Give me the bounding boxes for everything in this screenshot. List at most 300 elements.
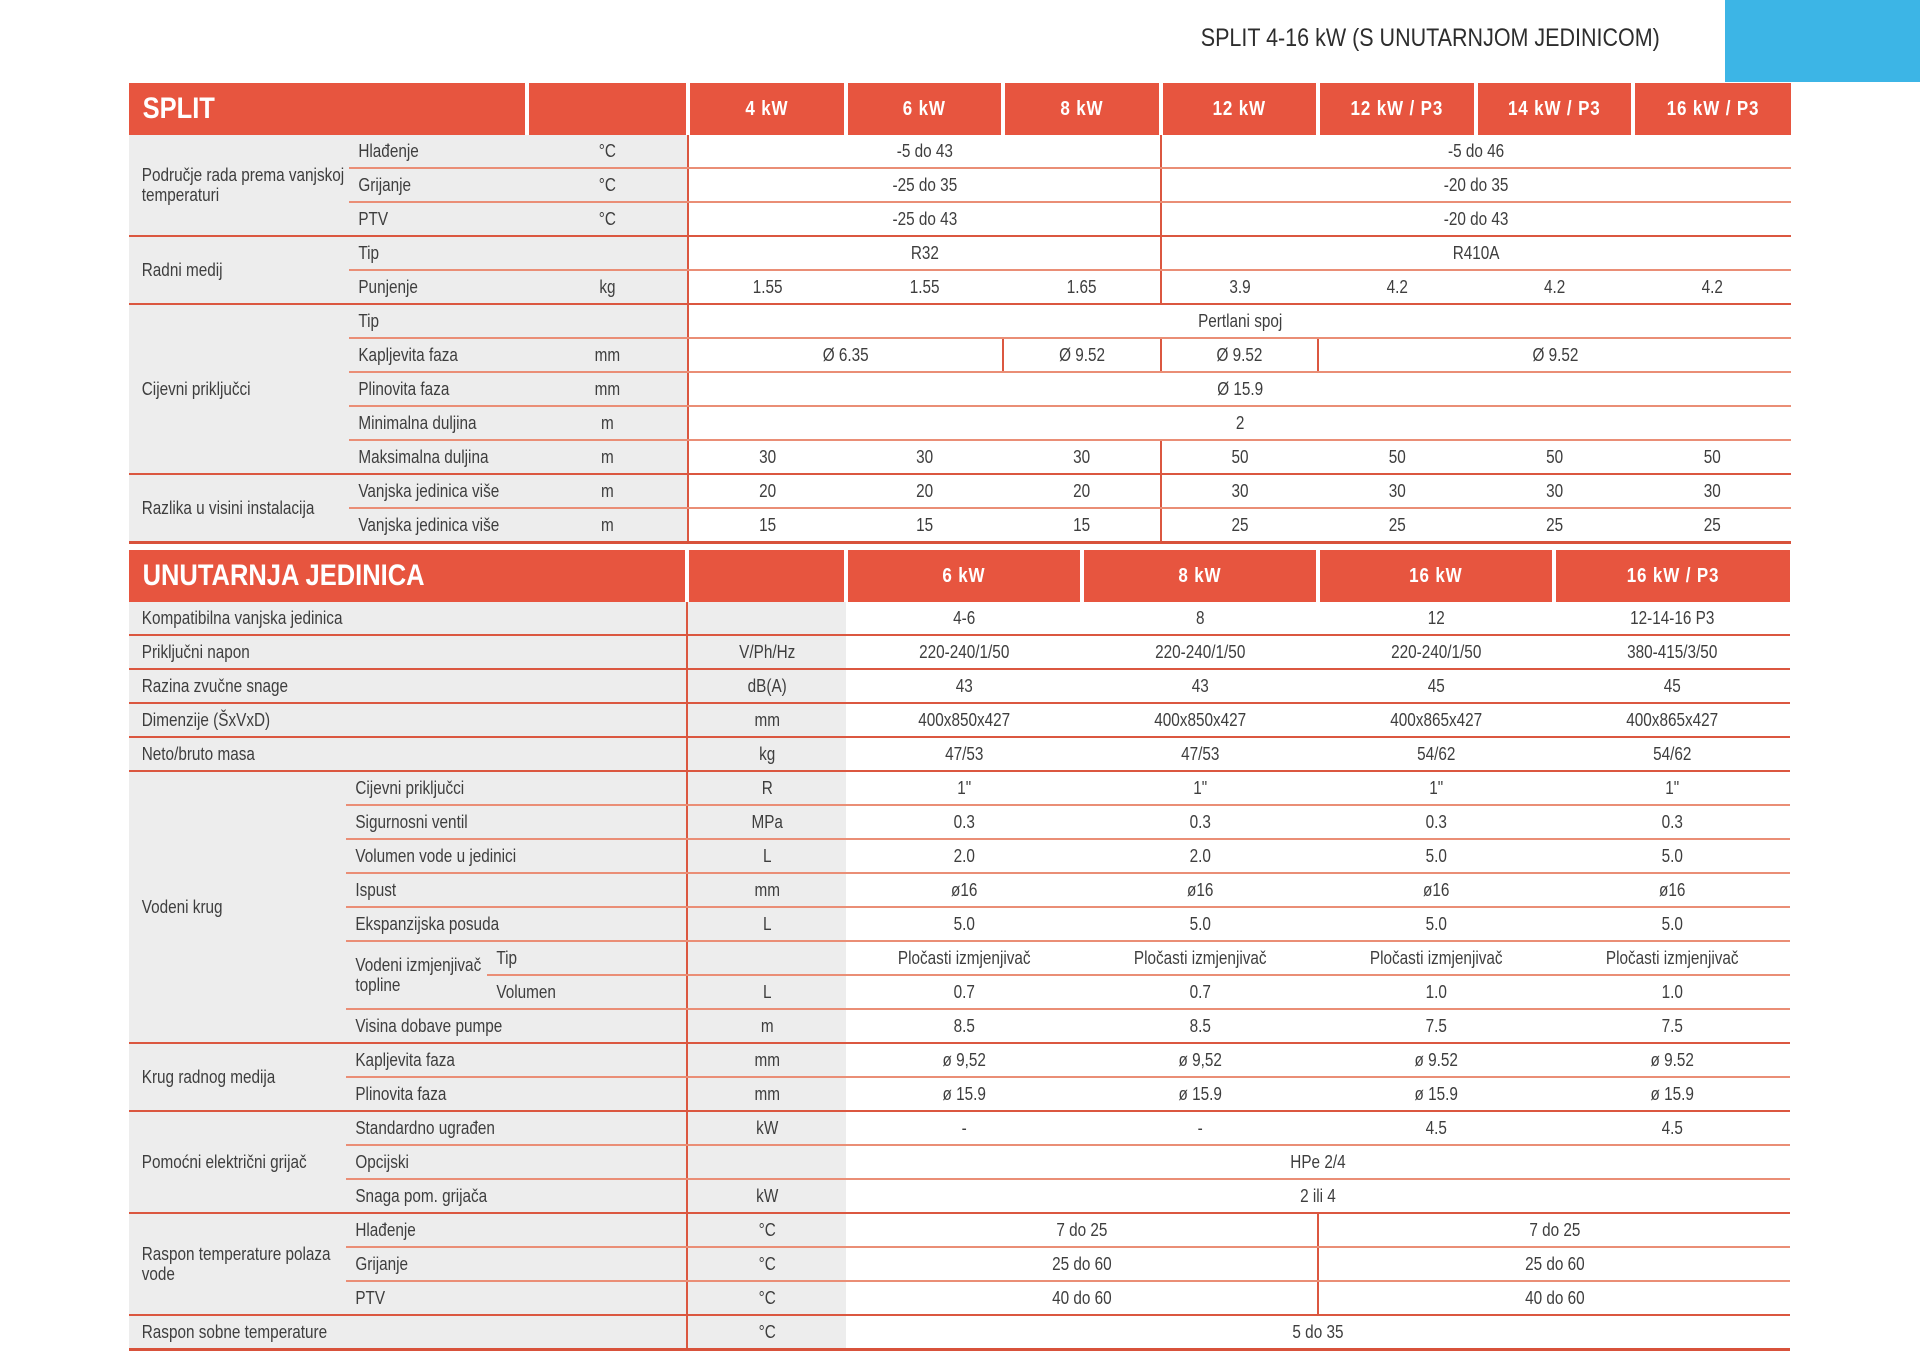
cell-text: 47/53 bbox=[944, 744, 984, 764]
table-row bbox=[129, 474, 1791, 508]
cell-text: Kapljevita faza bbox=[355, 1050, 455, 1070]
value-cell bbox=[1161, 474, 1318, 508]
value-cell bbox=[688, 135, 1161, 168]
table-row bbox=[129, 1077, 1790, 1111]
value-cell bbox=[846, 1315, 1790, 1350]
value-cell bbox=[1633, 440, 1791, 474]
value-cell bbox=[1554, 1111, 1790, 1145]
column-header bbox=[688, 83, 846, 135]
cell-text: 4.5 bbox=[1425, 1118, 1447, 1138]
page-title-text: SPLIT 4-16 kW (S UNUTARNJOM JEDINICOM) bbox=[1200, 24, 1660, 52]
cell-text: 30 bbox=[1231, 481, 1249, 501]
value-cell bbox=[846, 1145, 1790, 1179]
table-row bbox=[129, 941, 1790, 975]
table-row bbox=[129, 440, 1791, 474]
value-cell bbox=[1554, 839, 1790, 873]
cell-text: 8 kW bbox=[1178, 565, 1222, 587]
cell-text: Pločasti izmjenjivač bbox=[1605, 948, 1739, 968]
value-cell bbox=[1161, 440, 1318, 474]
value-cell bbox=[846, 440, 1003, 474]
value-cell bbox=[1318, 839, 1554, 873]
unit-cell bbox=[687, 1111, 846, 1145]
group-label-cell bbox=[129, 1043, 346, 1111]
value-cell bbox=[1633, 474, 1791, 508]
table-row bbox=[129, 168, 1791, 202]
cell-text: Volumen vode u jedinici bbox=[355, 846, 517, 866]
column-header bbox=[1633, 83, 1791, 135]
cell-text: Sigurnosni ventil bbox=[355, 812, 468, 832]
cell-text: mm bbox=[594, 379, 620, 399]
value-cell bbox=[1161, 508, 1318, 543]
value-cell bbox=[1318, 508, 1476, 543]
value-cell bbox=[688, 270, 846, 304]
cell-text: Područje rada prema vanjskoj temperaturi bbox=[141, 165, 345, 205]
value-cell bbox=[1476, 508, 1633, 543]
value-cell bbox=[846, 1111, 1082, 1145]
cell-text: Standardno ugrađen bbox=[355, 1118, 495, 1138]
value-cell bbox=[1318, 1281, 1790, 1315]
cell-text: Vodeni krug bbox=[141, 897, 223, 917]
cell-text: R410A bbox=[1453, 243, 1500, 263]
cell-text: 220-240/1/50 bbox=[918, 642, 1010, 662]
cell-text: mm bbox=[594, 345, 620, 365]
cell-text: 4.5 bbox=[1661, 1118, 1683, 1138]
cell-text: Vodeni izmjenjivač topline bbox=[355, 955, 482, 995]
value-cell bbox=[1082, 1111, 1318, 1145]
value-cell bbox=[1082, 1009, 1318, 1043]
cell-text: 45 bbox=[1427, 676, 1445, 696]
value-cell bbox=[846, 669, 1082, 703]
cell-text: 1" bbox=[957, 778, 971, 798]
row-label-cell bbox=[129, 737, 687, 771]
row-label-cell bbox=[346, 907, 687, 941]
cell-text: 16 kW bbox=[1409, 565, 1463, 587]
row-label-cell bbox=[346, 1247, 687, 1281]
cell-text: 15 bbox=[915, 515, 934, 535]
cell-text: 5.0 bbox=[1425, 914, 1447, 934]
cell-text: Pomoćni električni grijač bbox=[141, 1152, 307, 1172]
cell-text: 4.2 bbox=[1701, 277, 1723, 297]
cell-text: ø16 bbox=[1658, 880, 1686, 900]
cell-text: °C bbox=[598, 175, 616, 195]
value-cell bbox=[1633, 508, 1791, 543]
cell-text: Maksimalna duljina bbox=[358, 447, 489, 467]
cell-text: -5 do 46 bbox=[1448, 141, 1505, 161]
value-cell bbox=[846, 508, 1003, 543]
cell-text: 43 bbox=[955, 676, 973, 696]
cell-text: Punjenje bbox=[358, 277, 418, 297]
blue-accent-rect bbox=[1725, 0, 1920, 82]
column-header bbox=[1318, 83, 1476, 135]
value-cell bbox=[1082, 737, 1318, 771]
value-cell bbox=[1318, 1077, 1554, 1111]
column-header bbox=[1003, 83, 1161, 135]
value-cell bbox=[688, 338, 1003, 372]
value-cell bbox=[1082, 805, 1318, 839]
cell-text: kW bbox=[755, 1118, 779, 1138]
value-cell bbox=[1082, 941, 1318, 975]
cell-text: 2 bbox=[1235, 413, 1245, 433]
cell-text: ø 9,52 bbox=[942, 1050, 986, 1070]
cell-text: 8.5 bbox=[1189, 1016, 1211, 1036]
cell-text: Raspon sobne temperature bbox=[141, 1322, 328, 1342]
table-row bbox=[129, 907, 1790, 941]
value-cell bbox=[846, 737, 1082, 771]
value-cell bbox=[1003, 338, 1161, 372]
row-label-cell bbox=[346, 1145, 687, 1179]
cell-text: 1" bbox=[1665, 778, 1679, 798]
cell-text: 15 bbox=[1072, 515, 1091, 535]
value-cell bbox=[1554, 669, 1790, 703]
cell-text: Kapljevita faza bbox=[358, 345, 458, 365]
value-cell bbox=[1082, 602, 1318, 635]
value-cell bbox=[1161, 338, 1318, 372]
row-label-cell bbox=[349, 372, 527, 406]
cell-text: V/Ph/Hz bbox=[738, 642, 796, 662]
value-cell bbox=[1318, 1213, 1790, 1247]
table-row bbox=[129, 1179, 1790, 1213]
cell-text: m bbox=[600, 515, 614, 535]
unit-cell bbox=[687, 669, 846, 703]
cell-text: 12-14-16 P3 bbox=[1629, 608, 1715, 628]
cell-text: 25 do 60 bbox=[1524, 1254, 1585, 1274]
cell-text: L bbox=[762, 846, 772, 866]
column-header bbox=[1082, 550, 1318, 602]
unit-cell bbox=[687, 941, 846, 975]
cell-text: 220-240/1/50 bbox=[1154, 642, 1246, 662]
cell-text: 12 kW / P3 bbox=[1350, 98, 1444, 120]
cell-text: ø 15.9 bbox=[1414, 1084, 1458, 1104]
cell-text: mm bbox=[754, 1050, 780, 1070]
unit-cell bbox=[687, 907, 846, 941]
cell-text: Minimalna duljina bbox=[358, 413, 477, 433]
value-cell bbox=[1554, 703, 1790, 737]
value-cell bbox=[1161, 135, 1791, 168]
unit-cell bbox=[687, 771, 846, 805]
cell-text: Tip bbox=[358, 243, 380, 263]
value-cell bbox=[1082, 669, 1318, 703]
cell-text: Ekspanzijska posuda bbox=[355, 914, 500, 934]
row-label-cell bbox=[346, 805, 687, 839]
cell-text: 50 bbox=[1703, 447, 1721, 467]
table-row bbox=[129, 372, 1791, 406]
table-row bbox=[129, 602, 1790, 635]
cell-text: Ø 15.9 bbox=[1217, 379, 1263, 399]
value-cell bbox=[1554, 1009, 1790, 1043]
value-cell bbox=[688, 304, 1791, 338]
unit-cell bbox=[687, 1077, 846, 1111]
value-cell bbox=[688, 236, 1161, 270]
table-row bbox=[129, 1111, 1790, 1145]
cell-text: 2.0 bbox=[1189, 846, 1211, 866]
table-row bbox=[129, 508, 1791, 543]
value-cell bbox=[1318, 907, 1554, 941]
cell-text: Ø 9.52 bbox=[1059, 345, 1105, 365]
row-label-cell bbox=[129, 1315, 687, 1350]
value-cell bbox=[1318, 602, 1554, 635]
row-label-cell bbox=[129, 703, 687, 737]
cell-text: 5.0 bbox=[1189, 914, 1211, 934]
row-label-cell bbox=[346, 1077, 687, 1111]
table-row bbox=[129, 202, 1791, 236]
cell-text: 4.2 bbox=[1386, 277, 1408, 297]
cell-text: ø 9.52 bbox=[1414, 1050, 1458, 1070]
value-cell bbox=[1318, 703, 1554, 737]
unit-cell bbox=[527, 236, 688, 270]
value-cell bbox=[688, 202, 1161, 236]
value-cell bbox=[1082, 1043, 1318, 1077]
value-cell bbox=[1082, 771, 1318, 805]
cell-text: 0.3 bbox=[1425, 812, 1447, 832]
unit-cell bbox=[687, 1247, 846, 1281]
value-cell bbox=[688, 474, 846, 508]
table-row bbox=[129, 236, 1791, 270]
row-label-cell bbox=[346, 1111, 687, 1145]
cell-text: 1.0 bbox=[1661, 982, 1683, 1002]
row-label-cell bbox=[346, 941, 487, 1009]
cell-text: Ispust bbox=[355, 880, 397, 900]
unit-cell bbox=[687, 1213, 846, 1247]
cell-text: 43 bbox=[1191, 676, 1209, 696]
value-cell bbox=[1082, 1077, 1318, 1111]
group-label-cell bbox=[129, 474, 349, 543]
table-row bbox=[129, 406, 1791, 440]
unit-cell bbox=[527, 304, 688, 338]
unit-cell bbox=[527, 270, 688, 304]
table-row bbox=[129, 304, 1791, 338]
cell-text: 25 bbox=[1545, 515, 1564, 535]
value-cell bbox=[846, 975, 1082, 1009]
value-cell bbox=[846, 602, 1082, 635]
value-cell bbox=[1318, 1111, 1554, 1145]
cell-text: 2.0 bbox=[953, 846, 975, 866]
cell-text: °C bbox=[758, 1220, 776, 1240]
value-cell bbox=[1554, 975, 1790, 1009]
cell-text: 0.3 bbox=[1661, 812, 1683, 832]
value-cell bbox=[1318, 338, 1791, 372]
value-cell bbox=[1554, 1043, 1790, 1077]
unit-cell bbox=[687, 737, 846, 771]
cell-text: 220-240/1/50 bbox=[1390, 642, 1482, 662]
cell-text: Priključni napon bbox=[141, 642, 250, 662]
cell-text: 54/62 bbox=[1652, 744, 1692, 764]
cell-text: 7 do 25 bbox=[1528, 1220, 1581, 1240]
value-cell bbox=[1476, 440, 1633, 474]
value-cell bbox=[846, 1247, 1318, 1281]
column-header bbox=[1161, 83, 1318, 135]
cell-text: ø 9,52 bbox=[1178, 1050, 1222, 1070]
row-label-cell bbox=[346, 1213, 687, 1247]
cell-text: Krug radnog medija bbox=[141, 1067, 276, 1087]
cell-text: °C bbox=[758, 1254, 776, 1274]
row-label-cell bbox=[349, 338, 527, 372]
cell-text: 1.55 bbox=[909, 277, 940, 297]
cell-text: 400x850x427 bbox=[1154, 710, 1246, 730]
cell-text: Ø 9.52 bbox=[1532, 345, 1578, 365]
cell-text: 7.5 bbox=[1425, 1016, 1447, 1036]
table-row bbox=[129, 1009, 1790, 1043]
unit-cell bbox=[687, 839, 846, 873]
cell-text: °C bbox=[758, 1288, 776, 1308]
row-label-cell bbox=[129, 602, 687, 635]
cell-text: ø 9.52 bbox=[1650, 1050, 1694, 1070]
row-label-cell bbox=[346, 771, 687, 805]
cell-text: Radni medij bbox=[141, 260, 223, 280]
column-header bbox=[1554, 550, 1790, 602]
table-row bbox=[129, 1145, 1790, 1179]
unit-cell bbox=[687, 1281, 846, 1315]
cell-text: R32 bbox=[910, 243, 939, 263]
cell-text: - bbox=[961, 1118, 967, 1138]
cell-text: Pločasti izmjenjivač bbox=[1133, 948, 1267, 968]
row-label-cell bbox=[346, 873, 687, 907]
cell-text: Neto/bruto masa bbox=[141, 744, 255, 764]
unit-cell bbox=[527, 202, 688, 236]
cell-text: 30 bbox=[758, 447, 777, 467]
unit-cell bbox=[687, 873, 846, 907]
value-cell bbox=[846, 1179, 1790, 1213]
value-cell bbox=[1554, 1077, 1790, 1111]
cell-text: 8.5 bbox=[953, 1016, 975, 1036]
row-label-cell bbox=[349, 508, 527, 543]
row-label-cell bbox=[346, 1281, 687, 1315]
value-cell bbox=[846, 703, 1082, 737]
cell-text: 16 kW / P3 bbox=[1626, 565, 1720, 587]
cell-text: kW bbox=[755, 1186, 779, 1206]
cell-text: L bbox=[762, 982, 772, 1002]
cell-text: °C bbox=[598, 209, 616, 229]
cell-text: Raspon temperature polaza vode bbox=[141, 1244, 331, 1284]
cell-text: 16 kW / P3 bbox=[1666, 98, 1760, 120]
cell-text: Ø 9.52 bbox=[1216, 345, 1263, 365]
cell-text: 15 bbox=[758, 515, 777, 535]
cell-text: 0.7 bbox=[1189, 982, 1211, 1002]
cell-text: -25 do 43 bbox=[892, 209, 957, 229]
unit-cell bbox=[527, 474, 688, 508]
value-cell bbox=[1003, 440, 1161, 474]
cell-text: Grijanje bbox=[358, 175, 412, 195]
cell-text: m bbox=[600, 447, 614, 467]
header-row bbox=[129, 83, 1791, 135]
value-cell bbox=[846, 1281, 1318, 1315]
cell-text: 1" bbox=[1193, 778, 1207, 798]
value-cell bbox=[1003, 270, 1161, 304]
cell-text: L bbox=[762, 914, 772, 934]
cell-text: Volumen bbox=[496, 982, 556, 1002]
value-cell bbox=[1082, 907, 1318, 941]
cell-text: °C bbox=[598, 141, 616, 161]
cell-text: mm bbox=[754, 1084, 780, 1104]
cell-text: Cijevni priključci bbox=[355, 778, 465, 798]
unit-cell bbox=[527, 508, 688, 543]
cell-text: 47/53 bbox=[1180, 744, 1220, 764]
cell-text: 1.0 bbox=[1425, 982, 1447, 1002]
cell-text: Opcijski bbox=[355, 1152, 409, 1172]
column-header bbox=[1318, 550, 1554, 602]
cell-text: Razina zvučne snage bbox=[141, 676, 289, 696]
value-cell bbox=[1554, 737, 1790, 771]
unit-cell bbox=[527, 406, 688, 440]
value-cell bbox=[1554, 907, 1790, 941]
unit-cell bbox=[687, 975, 846, 1009]
value-cell bbox=[1554, 635, 1790, 669]
cell-text: 1.65 bbox=[1066, 277, 1097, 297]
cell-text: 30 bbox=[915, 447, 934, 467]
unit-cell bbox=[687, 635, 846, 669]
group-label-cell bbox=[129, 304, 349, 474]
table-title bbox=[129, 83, 527, 135]
column-header bbox=[846, 83, 1003, 135]
value-cell bbox=[1318, 737, 1554, 771]
cell-text: 12 kW bbox=[1212, 98, 1267, 120]
header-spacer-cell bbox=[687, 550, 846, 602]
cell-text: 5.0 bbox=[953, 914, 975, 934]
cell-text: -25 do 35 bbox=[892, 175, 957, 195]
value-cell bbox=[688, 406, 1791, 440]
cell-text: Pločasti izmjenjivač bbox=[897, 948, 1031, 968]
table-row bbox=[129, 1043, 1790, 1077]
cell-text: Dimenzije (ŠxVxD) bbox=[141, 710, 271, 730]
table-row bbox=[129, 873, 1790, 907]
cell-text: Vanjska jedinica više bbox=[358, 481, 500, 501]
value-cell bbox=[1318, 1247, 1790, 1281]
table-row bbox=[129, 1315, 1790, 1350]
value-cell bbox=[1161, 202, 1791, 236]
value-cell bbox=[1318, 635, 1554, 669]
cell-text: 14 kW / P3 bbox=[1508, 98, 1601, 120]
table-row bbox=[129, 1281, 1790, 1315]
cell-text: 40 do 60 bbox=[1524, 1288, 1585, 1308]
header-row bbox=[129, 550, 1790, 602]
cell-text: 5.0 bbox=[1425, 846, 1447, 866]
row-label-cell bbox=[349, 304, 527, 338]
value-cell bbox=[846, 1043, 1082, 1077]
page-title bbox=[1126, 24, 1660, 53]
cell-text: 7.5 bbox=[1661, 1016, 1683, 1036]
cell-text: PTV bbox=[358, 209, 389, 229]
cell-text: ø16 bbox=[1422, 880, 1450, 900]
row-label-cell bbox=[129, 635, 687, 669]
sub-row-label-cell bbox=[487, 975, 687, 1009]
table-row bbox=[129, 805, 1790, 839]
group-label-cell bbox=[129, 771, 346, 1043]
cell-text: - bbox=[1197, 1118, 1203, 1138]
cell-text: 3.9 bbox=[1229, 277, 1251, 297]
cell-text: 4.2 bbox=[1543, 277, 1566, 297]
cell-text: 400x865x427 bbox=[1390, 710, 1482, 730]
cell-text: 5.0 bbox=[1661, 914, 1683, 934]
row-label-cell bbox=[349, 406, 527, 440]
value-cell bbox=[1318, 975, 1554, 1009]
cell-text: Hlađenje bbox=[355, 1220, 416, 1240]
cell-text: -20 do 35 bbox=[1444, 175, 1509, 195]
value-cell bbox=[1318, 1009, 1554, 1043]
value-cell bbox=[846, 805, 1082, 839]
cell-text: 4-6 bbox=[952, 608, 976, 628]
cell-text: 25 bbox=[1231, 515, 1249, 535]
row-label-cell bbox=[349, 270, 527, 304]
table-title bbox=[129, 550, 687, 602]
row-label-cell bbox=[346, 1043, 687, 1077]
value-cell bbox=[1554, 771, 1790, 805]
value-cell bbox=[1318, 1043, 1554, 1077]
cell-text: Hlađenje bbox=[358, 141, 419, 161]
cell-text: Kompatibilna vanjska jedinica bbox=[141, 608, 343, 628]
row-label-cell bbox=[349, 168, 527, 202]
cell-text: m bbox=[760, 1016, 774, 1036]
unit-cell bbox=[687, 1043, 846, 1077]
cell-text: ø16 bbox=[950, 880, 978, 900]
